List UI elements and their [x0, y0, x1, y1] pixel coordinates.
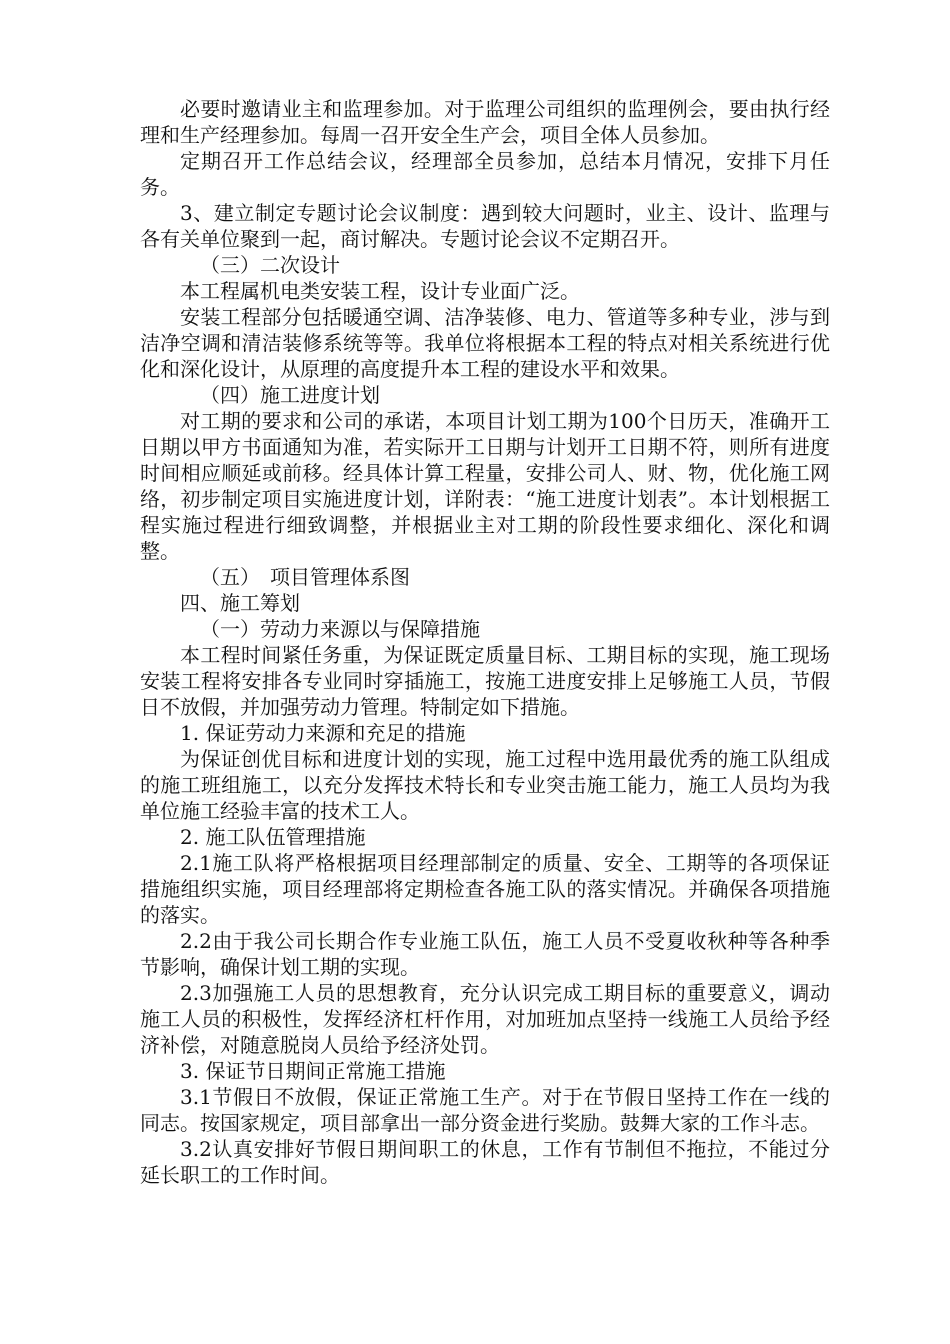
paragraph: 必要时邀请业主和监理参加。对于监理公司组织的监理例会，要由执行经理和生产经理参加。每周一召开安全生产会，项目全体人员参加。: [140, 97, 830, 147]
document-body: [140, 96, 830, 1188]
chapter-heading: 四、施工筹划: [180, 591, 300, 615]
paragraph: 3.1节假日不放假，保证正常施工生产。对于在节假日坚持工作在一线的同志。按国家规定，项目部拿出一部分资金进行奖励。鼓舞大家的工作斗志。: [140, 1085, 830, 1135]
paragraph: 对工期的要求和公司的承诺，本项目计划工期为100个日历天，准确开工日期以甲方书面通知为准，若实际开工日期与计划开工日期不符，则所有进度时间相应顺延或前移。经具体计算工程量，安排公司人、财、物，优化施工网络，初步制定项目实施进度计划，详附表：“施工进度计划表”。本计划根据工程实施过程进行细致调整，并根据业主对工期的阶段性要求细化、深化和调整。: [140, 409, 830, 563]
paragraph: 本工程时间紧任务重，为保证既定质量目标、工期目标的实现，施工现场安装工程将安排各专业同时穿插施工，按施工进度安排上足够施工人员，节假日不放假，并加强劳动力管理。特制定如下措施。: [140, 643, 830, 719]
section-heading: （五） 项目管理体系图: [200, 565, 410, 589]
section-heading: （一）劳动力来源以与保障措施: [200, 617, 480, 641]
paragraph: 3、建立制定专题讨论会议制度：遇到较大问题时，业主、设计、监理与各有关单位聚到一起，商讨解决。专题讨论会议不定期召开。: [140, 201, 830, 251]
subsection-heading: 3. 保证节日期间正常施工措施: [180, 1059, 446, 1083]
paragraph: 定期召开工作总结会议，经理部全员参加，总结本月情况，安排下月任务。: [140, 149, 830, 199]
subsection-heading: 1. 保证劳动力来源和充足的措施: [180, 721, 466, 745]
paragraph: 3.2认真安排好节假日期间职工的休息，工作有节制但不拖拉，不能过分延长职工的工作时间。: [140, 1137, 830, 1187]
paragraph: 2.1施工队将严格根据项目经理部制定的质量、安全、工期等的各项保证措施组织实施，项目经理部将定期检查各施工队的落实情况。并确保各项措施的落实。: [140, 851, 830, 927]
subsection-heading: 2. 施工队伍管理措施: [180, 825, 366, 849]
paragraph: 本工程属机电类安装工程，设计专业面广泛。: [180, 279, 580, 303]
paragraph: 2.3加强施工人员的思想教育，充分认识完成工期目标的重要意义，调动施工人员的积极性，发挥经济杠杆作用，对加班加点坚持一线施工人员给予经济补偿，对随意脱岗人员给予经济处罚。: [140, 981, 830, 1057]
section-heading: （四）施工进度计划: [200, 383, 380, 407]
section-heading: （三）二次设计: [200, 253, 340, 277]
paragraph: 安装工程部分包括暖通空调、洁净装修、电力、管道等多种专业，涉与到洁净空调和清洁装修系统等等。我单位将根据本工程的特点对相关系统进行优化和深化设计，从原理的高度提升本工程的建设水平和效果。: [140, 305, 830, 381]
paragraph: 为保证创优目标和进度计划的实现，施工过程中选用最优秀的施工队组成的施工班组施工，以充分发挥技术特长和专业突击施工能力，施工人员均为我单位施工经验丰富的技术工人。: [140, 747, 830, 823]
paragraph: 2.2由于我公司长期合作专业施工队伍，施工人员不受夏收秋种等各种季节影响，确保计划工期的实现。: [140, 929, 830, 979]
